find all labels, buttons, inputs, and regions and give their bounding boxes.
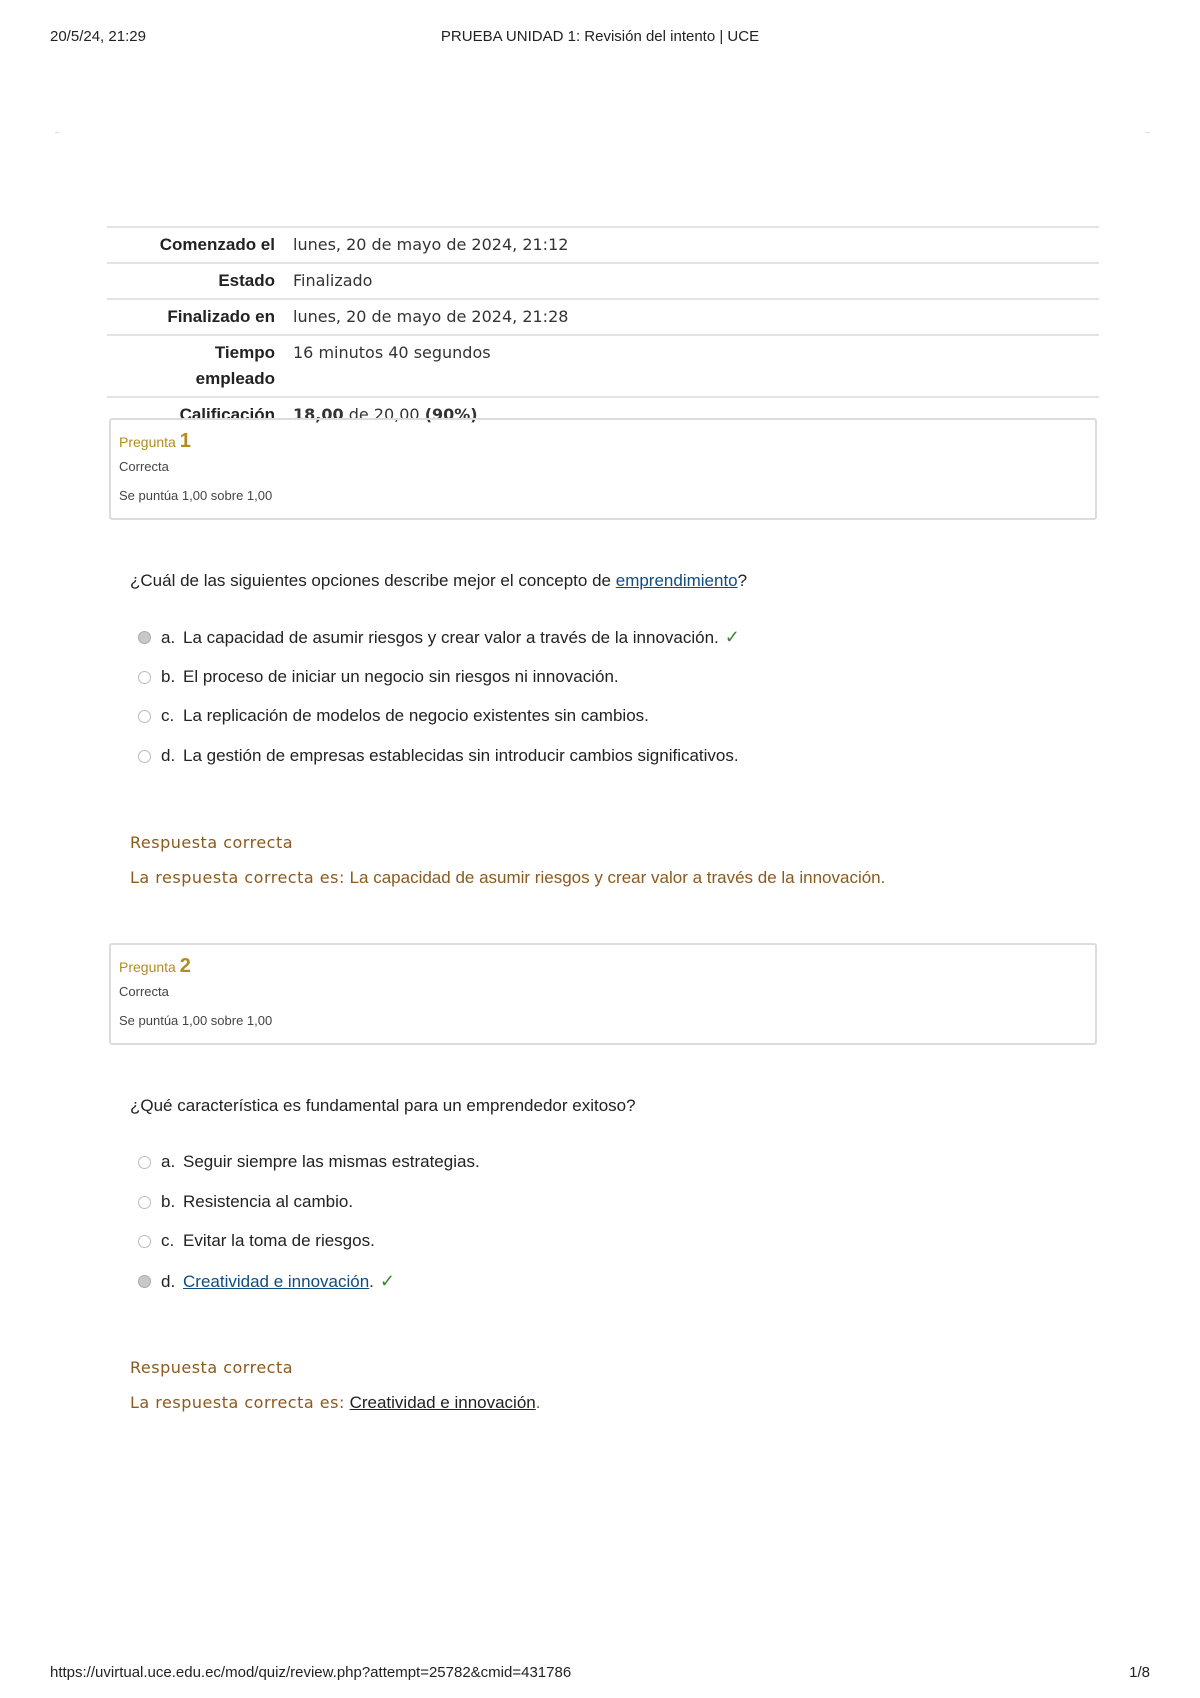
question-label: Pregunta (119, 434, 176, 450)
answer-letter: d. (161, 746, 176, 765)
question-label: Pregunta (119, 959, 176, 975)
answer-text: El proceso de iniciar un negocio sin riesgos ni innovación. (183, 667, 619, 686)
summary-row-finished (107, 299, 1099, 335)
print-footer (50, 1664, 1150, 1684)
answer-letter: d. (161, 1271, 176, 1291)
question-text-part: ¿Cuál de las siguientes opciones describe mejor el concepto de (130, 571, 616, 590)
answer-letter: a. (161, 627, 176, 647)
summary-value: lunes, 20 de mayo de 2024, 21:12 (285, 227, 1099, 263)
answer-text: La replicación de modelos de negocio existentes sin cambios. (183, 706, 649, 725)
summary-row-time (107, 335, 1099, 397)
answer-option-a[interactable] (138, 627, 740, 648)
correct-answer-feedback (130, 1393, 540, 1413)
print-page-title: PRUEBA UNIDAD 1: Revisión del intento | UCE (440, 28, 760, 45)
question-info-box (109, 943, 1097, 1045)
answer-text: La gestión de empresas establecidas sin introducir cambios significativos. (183, 746, 739, 765)
correct-answer-feedback (130, 868, 885, 888)
summary-row-started (107, 227, 1099, 263)
question-grade: Se puntúa 1,00 sobre 1,00 (119, 1013, 273, 1028)
question-text-part: ? (737, 571, 748, 590)
summary-row-state (107, 263, 1099, 299)
radio-button[interactable] (138, 1156, 151, 1169)
glossary-link[interactable]: Creatividad e innovación (349, 1393, 536, 1412)
summary-label-line: empleado (195, 369, 275, 388)
answer-letter: c. (161, 1231, 175, 1250)
radio-selected[interactable] (138, 631, 151, 644)
feedback-after: . (535, 1393, 541, 1412)
answer-text: Evitar la toma de riesgos. (183, 1231, 375, 1250)
question-state: Correcta (119, 984, 169, 999)
radio-button[interactable] (138, 671, 151, 684)
summary-label: Estado (107, 263, 285, 299)
answer-letter: c. (161, 706, 175, 725)
answer-option-d[interactable] (138, 1271, 395, 1292)
answer-text: La capacidad de asumir riesgos y crear valor a través de la innovación. (183, 627, 719, 647)
answer-text: Seguir siempre las mismas estrategias. (183, 1152, 480, 1171)
radio-button[interactable] (138, 1235, 151, 1248)
question-number (119, 955, 1087, 978)
feedback-lead: La respuesta correcta es: (130, 1393, 345, 1412)
glossary-link[interactable]: emprendimiento (615, 571, 738, 590)
radio-button[interactable] (138, 750, 151, 763)
check-icon: ✓ (379, 1271, 395, 1291)
summary-value: lunes, 20 de mayo de 2024, 21:28 (285, 299, 1099, 335)
summary-label: Calificación (107, 397, 285, 432)
summary-value: Finalizado (285, 263, 1099, 299)
glossary-link[interactable]: Creatividad e innovación (183, 1271, 370, 1291)
question-grade: Se puntúa 1,00 sobre 1,00 (119, 488, 273, 503)
summary-value: 16 minutos 40 segundos (285, 335, 1099, 397)
grade-score: 18,00 (293, 405, 344, 424)
check-icon: ✓ (724, 627, 740, 647)
answer-option-a[interactable] (138, 1152, 480, 1172)
question-state: Correcta (119, 459, 169, 474)
summary-label (107, 335, 285, 397)
radio-button[interactable] (138, 710, 151, 723)
print-url: https://uvirtual.uce.edu.ec/mod/quiz/review.php?attempt=25782&cmid=431786 (50, 1664, 572, 1681)
question-number-value: 1 (179, 430, 191, 452)
answer-option-b[interactable] (138, 1192, 353, 1212)
summary-label: Comenzado el (107, 227, 285, 263)
attempt-summary-table (107, 226, 1099, 432)
question-number (119, 430, 1087, 453)
divider (55, 132, 59, 133)
feedback-title: Respuesta correcta (130, 1358, 294, 1377)
answer-option-c[interactable] (138, 706, 649, 726)
feedback-title: Respuesta correcta (130, 833, 294, 852)
print-date: 20/5/24, 21:29 (50, 28, 146, 45)
radio-button[interactable] (138, 1196, 151, 1209)
page-number: 1/8 (1129, 1664, 1150, 1681)
answer-letter: a. (161, 1152, 176, 1171)
feedback-lead: La respuesta correcta es: (130, 868, 345, 887)
answer-letter: b. (161, 1192, 176, 1211)
answer-option-c[interactable] (138, 1231, 375, 1251)
print-header (50, 28, 1150, 48)
question-info-box (109, 418, 1097, 520)
answer-option-d[interactable] (138, 746, 739, 766)
question-number-value: 2 (179, 955, 191, 977)
feedback-answer: La capacidad de asumir riesgos y crear valor a través de la innovación. (349, 868, 886, 887)
summary-label: Finalizado en (107, 299, 285, 335)
summary-label-line: Tiempo (214, 343, 275, 362)
question-text (130, 571, 747, 591)
answer-letter: b. (161, 667, 176, 686)
question-text: ¿Qué característica es fundamental para un emprendedor exitoso? (130, 1096, 636, 1115)
divider (1145, 132, 1149, 133)
grade-percent: (90%) (424, 405, 478, 424)
radio-selected[interactable] (138, 1275, 151, 1288)
answer-text: . (369, 1271, 374, 1291)
answer-option-b[interactable] (138, 667, 619, 687)
answer-text: Resistencia al cambio. (183, 1192, 354, 1211)
grade-total: de 20,00 (348, 405, 420, 424)
